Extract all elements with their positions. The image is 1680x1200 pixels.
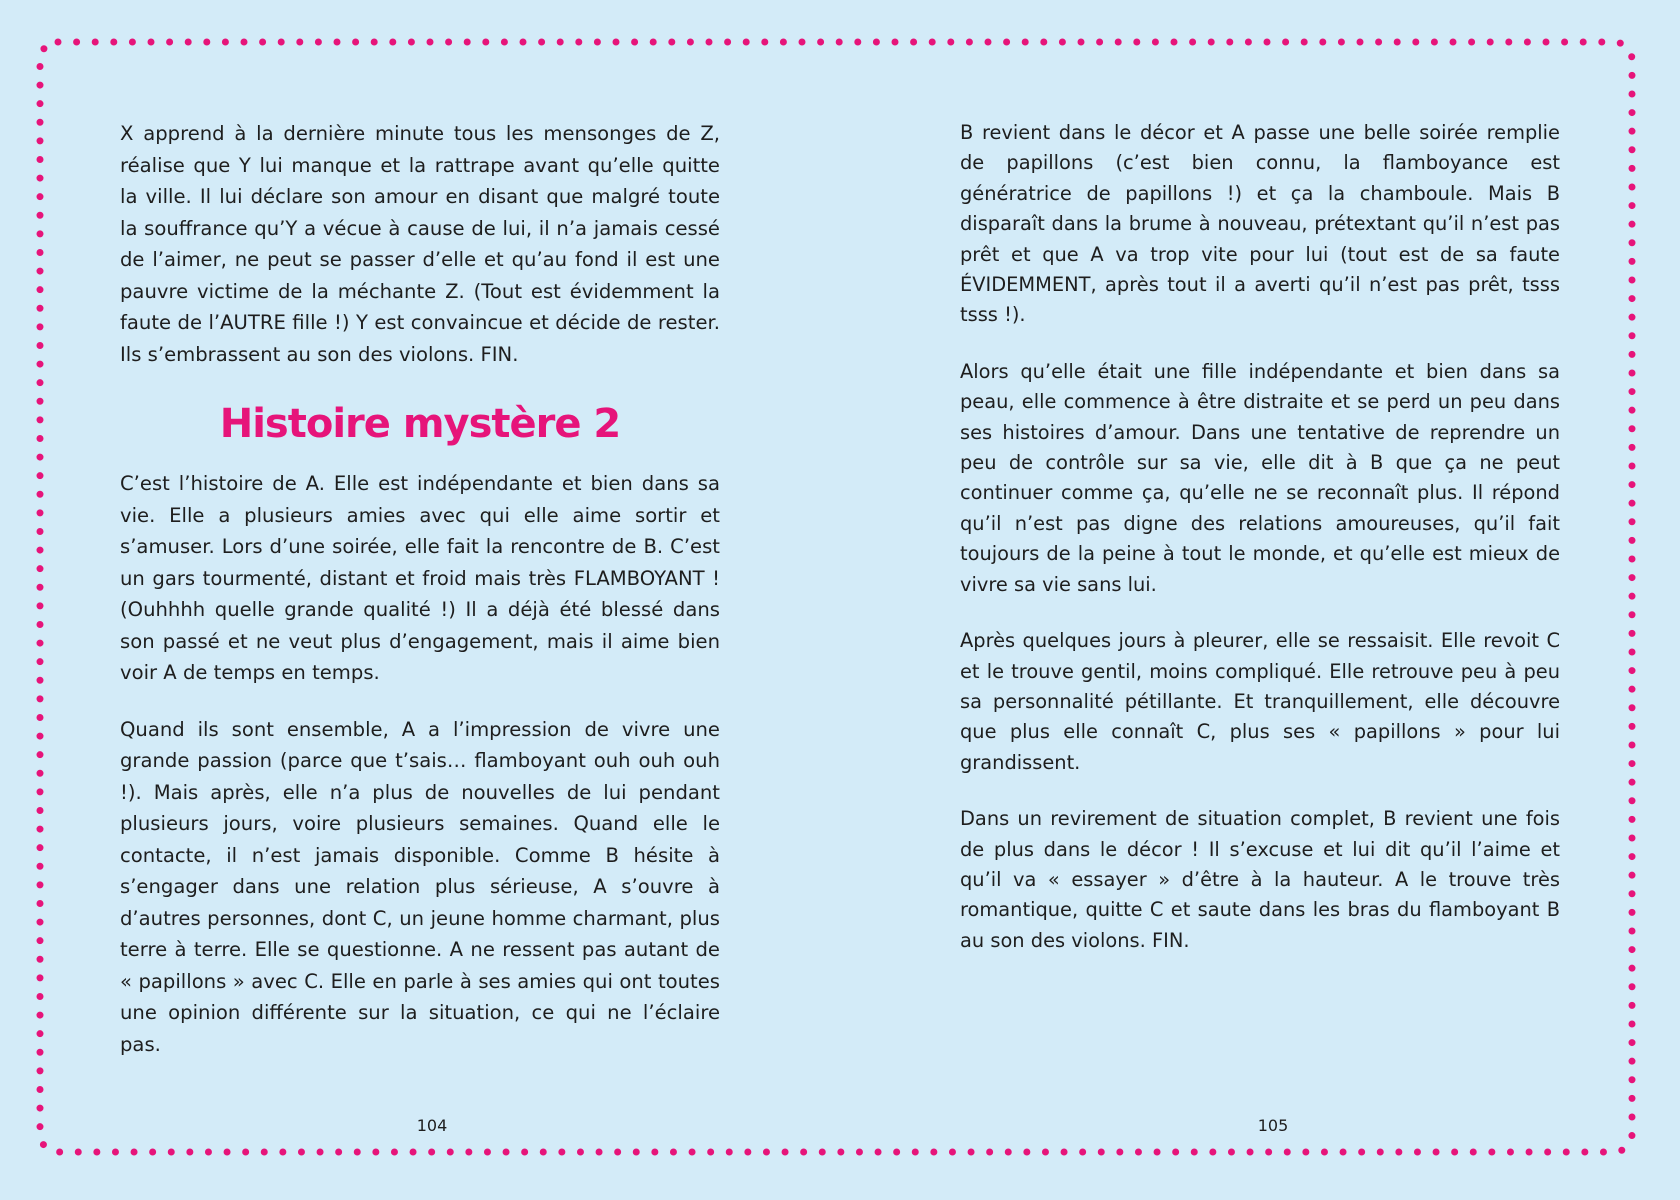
right-page-column (960, 118, 1560, 982)
section-heading: Histoire mystère 2 (219, 401, 621, 447)
left-paragraph-1: X apprend à la dernière minute tous les mensonges de Z, réalise que Y lui manque et la rattrape avant qu’elle quitte la ville. Il lui déclare son amour en disant que malgré toute la souffrance qu’Y a vécue à cause de lui, il n’a jamais cessé de l’aimer, ne peut se passer d’elle et qu’au fond il est une pauvre victime de la méchante Z. (Tout est évidemment la faute de l’AUTRE fille !) Y est convaincue et décide de rester. Ils s’embrassent au son des violons. FIN. (120, 122, 720, 366)
right-paragraph-3: Après quelques jours à pleurer, elle se ressaisit. Elle revoit C et le trouve gentil, moins compliqué. Elle retrouve peu à peu sa personnalité pétillante. Et tranquillement, elle découvre que plus elle connaît C, plus ses « papillons » pour lui grandissent. (960, 629, 1560, 774)
right-paragraph-2: Alors qu’elle était une fille indépendante et bien dans sa peau, elle commence à être distraite et se perd un peu dans ses histoires d’amour. Dans une tentative de reprendre un peu de contrôle sur sa vie, elle dit à B que ça ne peut continuer comme ça, qu’elle ne se reconnaît plus. Il répond qu’il n’est pas digne des relations amoureuses, qu’il fait toujours de la peine à tout le monde, et qu’elle est mieux de vivre sa vie sans lui. (960, 359, 1560, 596)
left-page-column (120, 118, 720, 1085)
right-paragraph-1: B revient dans le décor et A passe une belle soirée remplie de papillons (c’est bien connu, la flamboyance est génératrice de papillons !) et ça la chamboule. Mais B disparaît dans la brume à nouveau, prétextant qu’il n’est pas prêt et que A va trop vite pour lui (tout est de sa faute ÉVIDEMMENT, après tout il a averti qu’il n’est pas prêt, tsss tsss !). (960, 121, 1560, 327)
page-number-right: 105 (1257, 1116, 1289, 1135)
left-paragraph-3: Quand ils sont ensemble, A a l’impression de vivre une grande passion (parce que t’sais… flamboyant ouh ouh ouh !). Mais après, elle n’a plus de nouvelles de lui pendant plusieurs jours, voire plusieurs semaines. Quand elle le contacte, il n’est jamais disponible. Comme B hésite à s’engager dans une relation plus sérieuse, A s’ouvre à d’autres personnes, dont C, un jeune homme charmant, plus terre à terre. Elle se questionne. A ne ressent pas autant de « papillons » avec C. Elle en parle à ses amies qui ont toutes une opinion différente sur la situation, ce qui ne l’éclaire pas. (120, 717, 720, 1056)
right-paragraph-4: Dans un revirement de situation complet, B revient une fois de plus dans le décor ! Il s’excuse et lui dit qu’il l’aime et qu’il va « essayer » d’être à la hauteur. A le trouve très romantique, quitte C et saute dans les bras du flamboyant B au son des violons. FIN. (960, 807, 1560, 952)
page-number-left: 104 (416, 1116, 448, 1135)
left-paragraph-2: C’est l’histoire de A. Elle est indépendante et bien dans sa vie. Elle a plusieurs amies avec qui elle aime sortir et s’amuser. Lors d’une soirée, elle fait la rencontre de B. C’est un gars tourmenté, distant et froid mais très FLAMBOYANT ! (Ouhhhh quelle grande qualité !) Il a déjà été blessé dans son passé et ne veut plus d’engagement, mais il aime bien voir A de temps en temps. (120, 472, 720, 684)
